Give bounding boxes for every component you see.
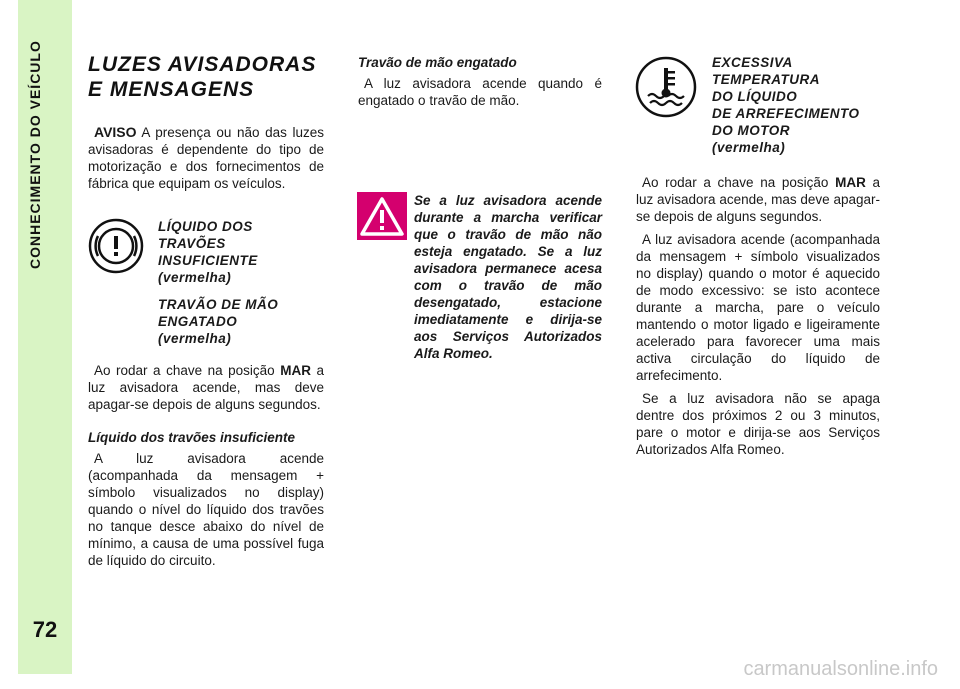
heading-coolant-4: DE ARREFECIMENTO (712, 106, 860, 121)
watermark: carmanualsonline.info (743, 658, 938, 680)
ignition-paragraph: Ao rodar a chave na posição MAR a luz avisadora acende, mas deve apagar-se depois de alguns segundos. (88, 363, 324, 412)
heading-coolant-5: DO MOTOR (712, 123, 790, 138)
coolant-overheat-paragraph: A luz avisadora acende (acompanhada da mensagem + símbolo visualizados no display) quando o motor é aquecido de modo excessivo: se isto acontece durante a marcha, pare o veículo mantendo o motor ligado e ligeiramente acelerado para favorecer uma mais activa circulação do líquido de arrefecimento. (636, 232, 880, 383)
heading-handbrake-3: (vermelha) (158, 331, 232, 346)
col2-top (358, 54, 602, 109)
brake-headings (158, 218, 328, 347)
aviso-label: AVISO (94, 124, 137, 140)
coolant-temperature-icon (634, 55, 698, 119)
warning-block (358, 192, 602, 362)
heading-coolant-3: DO LÍQUIDO (712, 89, 798, 104)
heading-handbrake-2: ENGATADO (158, 314, 238, 329)
col3-body (636, 174, 880, 458)
coolant-ignition-paragraph: Ao rodar a chave na posição MAR a luz avisadora acende, mas deve apagar-se depois de alguns segundos. (636, 175, 880, 224)
handbrake-paragraph: A luz avisadora acende quando é engatado o travão de mão. (358, 76, 602, 108)
page-title (88, 52, 328, 102)
heading-brake-fluid-2: TRAVÕES (158, 236, 226, 251)
mar-label: MAR (280, 363, 311, 378)
col1-body (88, 362, 324, 569)
heading-brake-fluid-3: INSUFICIENTE (158, 253, 258, 268)
brake-warning-icon (84, 214, 148, 278)
aviso-block (88, 124, 324, 192)
heading-coolant-2: TEMPERATURA (712, 72, 820, 87)
heading-brake-fluid-4: (vermelha) (158, 270, 232, 285)
coolant-service-paragraph: Se a luz avisadora não se apaga dentre dos próximos 2 ou 3 minutos, pare o motor e dirija-se aos Serviços Autorizados Alfa Romeo. (636, 391, 880, 457)
title-line-1: LUZES AVISADORAS (88, 53, 317, 76)
brake-fluid-subheading: Líquido dos travões insuficiente (88, 430, 296, 445)
heading-brake-fluid-1: LÍQUIDO DOS (158, 219, 253, 234)
coolant-headings (712, 54, 882, 156)
heading-coolant-6: (vermelha) (712, 140, 786, 155)
heading-coolant-1: EXCESSIVA (712, 55, 793, 70)
page-number: 72 (32, 617, 58, 642)
mar-label-2: MAR (835, 175, 866, 190)
section-title: CONHECIMENTO DO VEÍCULO (27, 40, 43, 269)
brake-fluid-paragraph: A luz avisadora acende (acompanhada da mensagem + símbolo visualizados no display) quando o nível do líquido dos travões no tanque desce abaixo do nível de mínimo, a causa de uma possível fuga de líquido do circuito. (88, 451, 324, 568)
title-line-2: E MENSAGENS (88, 78, 255, 101)
handbrake-subheading: Travão de mão engatado (358, 55, 517, 70)
heading-handbrake-1: TRAVÃO DE MÃO (158, 297, 279, 312)
aviso-text: A presença ou não das luzes avisadoras é dependente do tipo de motorização e dos fornecimentos de fábrica que equipam os veículos. (88, 125, 324, 191)
warning-text: Se a luz avisadora acende durante a marcha verificar que o travão de mão não esteja engatado. Se a luz avisadora permanece acesa com o travão de mão desengatado, estacione imediatamente e dirija-se aos Serviços Autorizados Alfa Romeo. (414, 193, 602, 361)
